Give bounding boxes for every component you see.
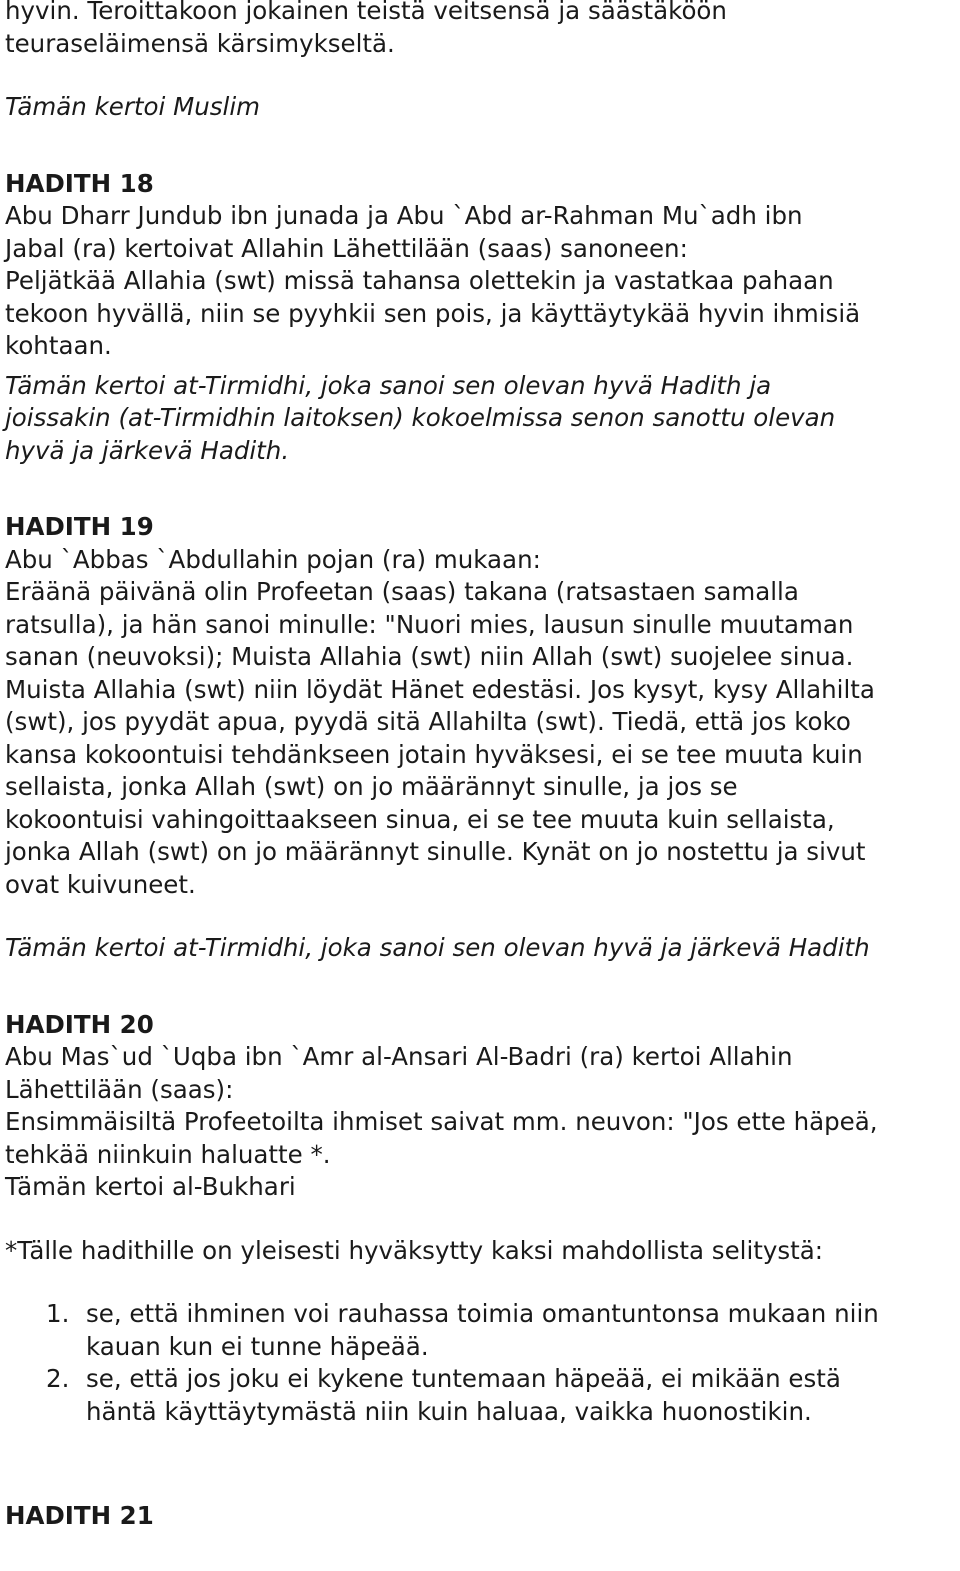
text-line: tekoon hyvällä, niin se pyyhkii sen pois, ja käyttäytykää hyvin ihmisiä [5,298,861,328]
list-number: 2. [46,1364,70,1393]
text-line: Ensimmäisiltä Profeetoilta ihmiset saivat mm. neuvon: "Jos ette häpeä, [5,1107,878,1136]
text-line: Peljätkää Allahia (swt) missä tahansa olettekin ja vastatkaa pahaan [5,266,834,295]
text-line: Jabal (ra) kertoivat Allahin Lähettilään (saas) sanoneen: [5,233,688,263]
list-item [5,1363,957,1428]
list-number: 1. [46,1299,70,1328]
hadith-20-heading: HADITH 20 [5,1009,154,1039]
narrator-muslim: Tämän kertoi Muslim [5,92,261,121]
list-item [5,1298,957,1363]
hadith-18-heading: HADITH 18 [5,168,154,198]
hadith-20-footnote: *Tälle hadithille on yleisesti hyväksytty kaksi mahdollista selitystä: [5,1235,823,1265]
text-line: hyvä ja järkevä Hadith. [5,435,290,465]
text-line: jonka Allah (swt) on jo määrännyt sinulle. Kynät on jo nostettu ja sivut [5,837,866,866]
hadith-20-text [5,1041,957,1204]
hadith-19-text [5,544,957,902]
text-line: sanan (neuvoksi); Muista Allahia (swt) niin Allah (swt) suojelee sinua. [5,642,854,671]
text-line: tehkää niinkuin haluatte *. [5,1139,331,1169]
text-line: Muista Allahia (swt) niin löydät Hänet edestäsi. Jos kysyt, kysy Allahilta [5,674,875,704]
text-line: Tämän kertoi at-Tirmidhi, joka sanoi sen olevan hyvä Hadith ja [5,370,772,400]
text-line: ratsulla), ja hän sanoi minulle: "Nuori mies, lausun sinulle muutaman [5,609,854,639]
text-line: kokoontuisi vahingoittaakseen sinua, ei se tee muuta kuin sellaista, [5,804,835,834]
intro-text [5,0,957,60]
text-line: teuraseläimensä kärsimykseltä. [5,28,395,58]
text-line: kauan kun ei tunne häpeää. [86,1331,429,1361]
text-line: sellaista, jonka Allah (swt) on jo määrännyt sinulle, ja jos se [5,772,738,801]
text-line: kohtaan. [5,331,112,360]
text-line: se, että jos joku ei kykene tuntemaan häpeää, ei mikään estä [86,1364,841,1393]
hadith-21-heading: HADITH 21 [5,1501,154,1530]
text-line: Abu Mas`ud `Uqba ibn `Amr al-Ansari Al-Badri (ra) kertoi Allahin [5,1042,793,1071]
text-line: häntä käyttäytymästä niin kuin haluaa, vaikka huonostikin. [86,1396,812,1426]
text-line: (swt), jos pyydät apua, pyydä sitä Allahilta (swt). Tiedä, että jos koko [5,707,851,736]
explanation-list [5,1298,957,1428]
document-page [5,0,957,1533]
text-line: kansa kokoontuisi tehdänkseen jotain hyväksesi, ei se tee muuta kuin [5,739,863,769]
text-line: se, että ihminen voi rauhassa toimia omantuntonsa mukaan niin [86,1299,879,1328]
text-line: Eräänä päivänä olin Profeetan (saas) takana (ratsastaen samalla [5,577,799,606]
text-line: hyvin. Teroittakoon jokainen teistä veitsensä ja säästäköön [5,0,727,25]
text-line: Abu Dharr Jundub ibn junada ja Abu `Abd ar-Rahman Mu`adh ibn [5,201,803,230]
hadith-19-narrator: Tämän kertoi at-Tirmidhi, joka sanoi sen olevan hyvä ja järkevä Hadith [5,933,870,962]
hadith-18-text [5,200,957,363]
text-line: joissakin (at-Tirmidhin laitoksen) kokoelmissa senon sanottu olevan [5,403,836,432]
text-line: Abu `Abbas `Abdullahin pojan (ra) mukaan: [5,544,541,574]
text-line: Tämän kertoi al-Bukhari [5,1172,296,1201]
hadith-19-heading: HADITH 19 [5,512,154,541]
text-line: ovat kuivuneet. [5,869,196,899]
hadith-18-narrator [5,370,957,468]
text-line: Lähettilään (saas): [5,1074,234,1104]
